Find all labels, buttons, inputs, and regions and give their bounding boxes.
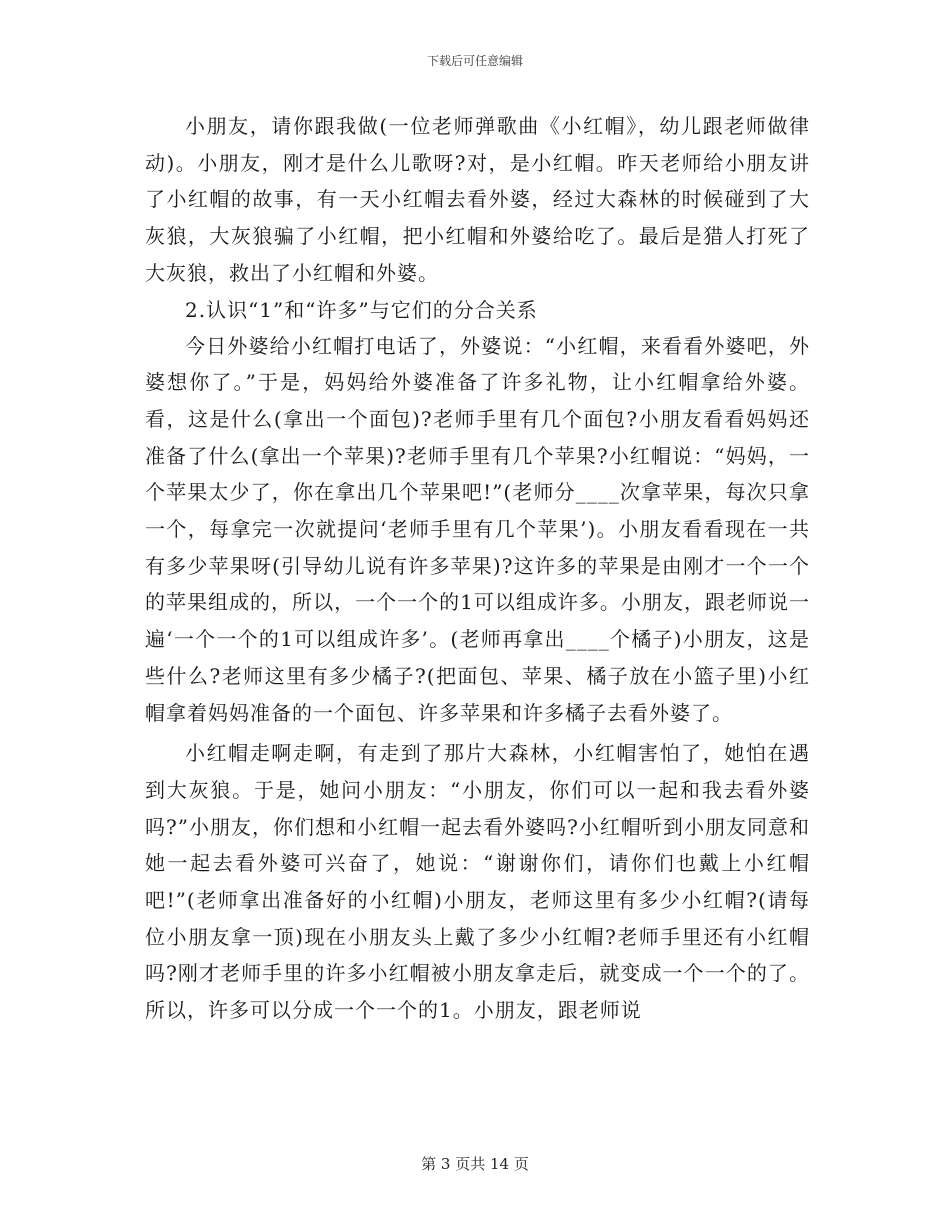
paragraph-forest: 小红帽走啊走啊，有走到了那片大森林，小红帽害怕了，她怕在遇到大灰狼。于是，她问小朋友：“小朋友，你们可以一起和我去看外婆吗?”小朋友，你们想和小红帽一起去看外婆吗?小红帽听到小朋友同意和她一起去看外婆可兴奋了，她说：“谢谢你们，请你们也戴上小红帽吧!”(老师拿出准备好的小红帽)小朋友，老师这里有多少小红帽?(请每位小朋友拿一顶)现在小朋友头上戴了多少小红帽?老师手里还有小红帽吗?刚才老师手里的许多小红帽被小朋友拿走后，就变成一个一个的了。所以，许多可以分成一个一个的1。小朋友，跟老师说	[145, 741, 810, 1023]
page-number: 第 3 页共 14 页	[421, 1155, 529, 1173]
section-heading-2: 2.认识“1”和“许多”与它们的分合关系	[185, 297, 538, 322]
document-body	[145, 108, 810, 1029]
paragraph-grandma-call: 今日外婆给小红帽打电话了，外婆说：“小红帽，来看看外婆吧，外婆想你了。”于是，妈妈给外婆准备了许多礼物，让小红帽拿给外婆。看，这是什么(拿出一个面包)?老师手里有几个面包?小朋友看看妈妈还准备了什么(拿出一个苹果)?老师手里有几个苹果?小红帽说：“妈妈，一个苹果太少了，你在拿出几个苹果吧!”(老师分____次拿苹果，每次只拿一个，每拿完一次就提问‘老师手里有几个苹果’)。小朋友看看现在一共有多少苹果呀(引导幼儿说有许多苹果)?这许多的苹果是由刚才一个一个的苹果组成的，所以，一个一个的1可以组成许多。小朋友，跟老师说一遍‘一个一个的1可以组成许多’。(老师再拿出____个橘子)小朋友，这是些什么?老师这里有多少橘子?(把面包、苹果、橘子放在小篮子里)小红帽拿着妈妈准备的一个面包、许多苹果和许多橘子去看外婆了。	[145, 333, 810, 725]
page-header-note: 下载后可任意编辑	[426, 54, 523, 68]
paragraph-intro: 小朋友，请你跟我做(一位老师弹歌曲《小红帽》，幼儿跟老师做律动)。小朋友，刚才是什么儿歌呀?对，是小红帽。昨天老师给小朋友讲了小红帽的故事，有一天小红帽去看外婆，经过大森林的时候碰到了大灰狼，大灰狼骗了小红帽，把小红帽和外婆给吃了。最后是猎人打死了大灰狼，救出了小红帽和外婆。	[145, 114, 810, 285]
